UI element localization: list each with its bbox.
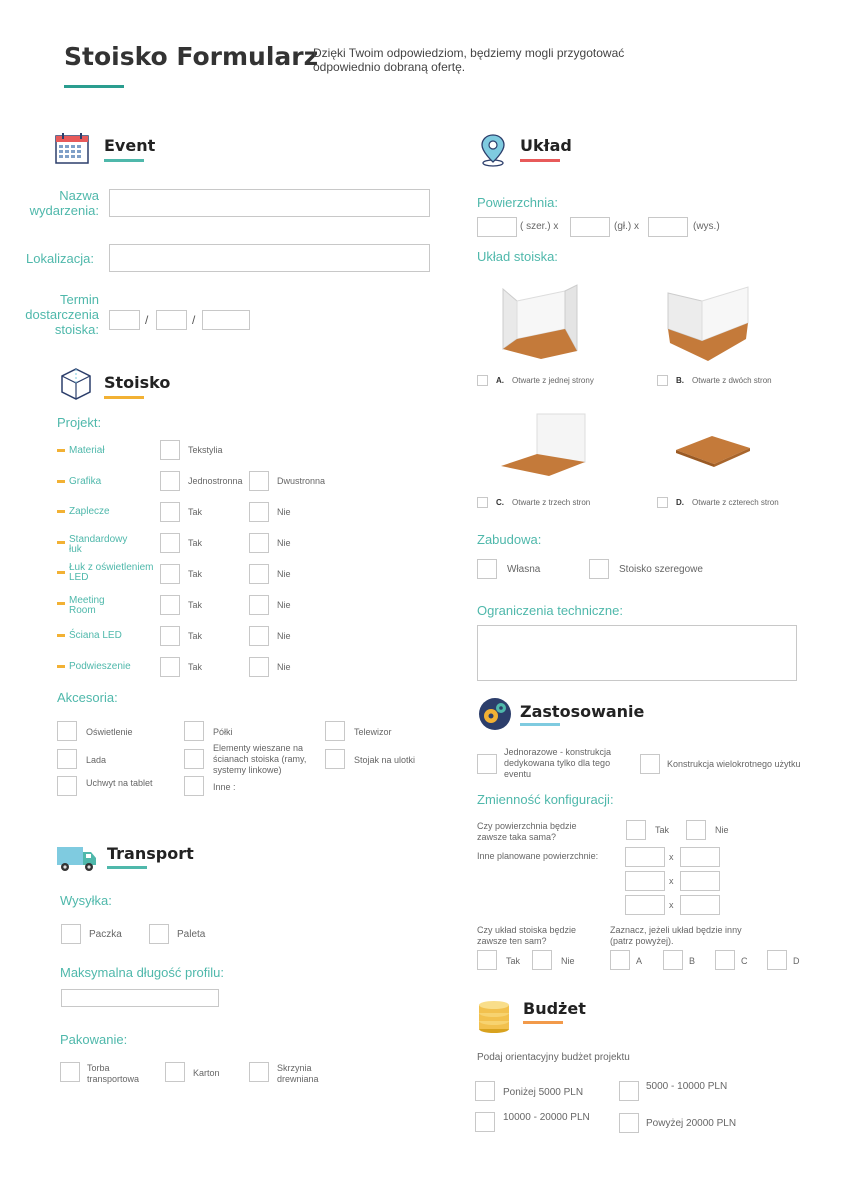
times-sign: x (669, 900, 674, 910)
checkbox[interactable] (619, 1081, 639, 1101)
option-label: Konstrukcja wielokrotnego użytku (667, 759, 801, 769)
checkbox[interactable] (325, 721, 345, 741)
projekt-label: Projekt: (57, 415, 102, 430)
budzet-intro: Podaj orientacyjny budżet projektu (477, 1052, 630, 1063)
transport-underline (107, 866, 147, 869)
option-label: Tak (188, 631, 203, 641)
option-label: Własna (507, 564, 541, 575)
layout-option-label: Otwarte z czterech stron (692, 498, 779, 507)
cube-icon (60, 367, 92, 406)
option-label: D (793, 956, 800, 966)
option-label: Nie (561, 956, 575, 966)
option-label: Nie (277, 538, 291, 548)
option-label: Tak (188, 569, 203, 579)
question-label: Czy układ stoiska będzie zawsze ten sam? (477, 925, 577, 946)
checkbox[interactable] (61, 924, 81, 944)
booth-c-illustration (497, 410, 589, 485)
layout-option-letter: B. (676, 376, 684, 385)
location-label: Lokalizacja: (26, 251, 94, 266)
zabudowa-label: Zabudowa: (477, 532, 542, 547)
ograniczenia-field[interactable] (477, 625, 797, 681)
ograniczenia-label: Ograniczenia techniczne: (477, 603, 623, 618)
checkbox[interactable] (686, 820, 706, 840)
option-label: Powyżej 20000 PLN (646, 1118, 737, 1129)
option-label: Elementy wieszane na ścianach stoiska (ramy, systemy linkowe) (213, 743, 307, 775)
checkbox[interactable] (640, 754, 660, 774)
zastosowanie-section-title: Zastosowanie (520, 702, 645, 721)
option-label: 5000 - 10000 PLN (646, 1081, 728, 1092)
option-label: Stojak na ulotki (354, 755, 416, 765)
page-title: Stoisko Formularz (64, 42, 319, 71)
option-label: Paleta (177, 929, 206, 940)
option-label: Torba transportowa (87, 1063, 140, 1084)
wysylka-label: Wysyłka: (60, 893, 112, 908)
height-unit-label: (wys.) (693, 221, 720, 232)
option-label: 10000 - 20000 PLN (503, 1112, 590, 1123)
height-field[interactable] (648, 217, 688, 237)
checkbox[interactable] (60, 1062, 80, 1082)
projekt-item-label: Podwieszenie (69, 661, 131, 672)
location-field[interactable] (109, 244, 430, 272)
date-year-field[interactable] (202, 310, 250, 330)
area-field[interactable] (680, 871, 720, 891)
coins-icon (476, 998, 512, 1039)
checkbox[interactable] (160, 595, 180, 615)
booth-d-illustration (672, 432, 752, 477)
checkbox[interactable] (477, 950, 497, 970)
option-label: Tak (655, 825, 670, 835)
akcesoria-label: Akcesoria: (57, 690, 118, 705)
date-slash: / (192, 313, 196, 327)
option-label: Nie (277, 631, 291, 641)
checkbox[interactable] (249, 657, 269, 677)
checkbox[interactable] (149, 924, 169, 944)
area-field[interactable] (680, 895, 720, 915)
uklad-stoiska-label: Układ stoiska: (477, 249, 558, 264)
checkbox[interactable] (160, 502, 180, 522)
projekt-item-label: Zaplecze (69, 506, 110, 517)
question-label: Czy powierzchnia będzie zawsze taka sama? (477, 821, 577, 842)
option-label: Inne : (213, 782, 236, 792)
times-sign: x (669, 852, 674, 862)
page-subtitle: Dzięki Twoim odpowiedziom, będziemy mogli przygotować odpowiednio dobraną ofertę. (313, 46, 625, 74)
area-field[interactable] (680, 847, 720, 867)
bullet-mark (57, 665, 65, 668)
checkbox[interactable] (249, 502, 269, 522)
layout-option-letter: C. (496, 498, 504, 507)
checkbox[interactable] (160, 471, 180, 491)
checkbox[interactable] (477, 375, 488, 386)
option-label: A (636, 956, 643, 966)
checkbox[interactable] (184, 749, 204, 769)
option-label: Tak (188, 538, 203, 548)
bullet-mark (57, 510, 65, 513)
checkbox[interactable] (619, 1113, 639, 1133)
max-profile-field[interactable] (61, 989, 219, 1007)
checkbox[interactable] (475, 1112, 495, 1132)
uklad-section-title: Układ (520, 136, 572, 155)
projekt-item-label: Meeting Room (69, 595, 105, 616)
times-sign: x (669, 876, 674, 886)
checkbox[interactable] (160, 657, 180, 677)
checkbox[interactable] (249, 564, 269, 584)
option-label: Skrzynia drewniana (277, 1063, 319, 1084)
zmiennosc-label: Zmienność konfiguracji: (477, 792, 614, 807)
projekt-item-label: Materiał (69, 445, 105, 456)
checkbox[interactable] (184, 776, 204, 796)
bullet-mark (57, 602, 65, 605)
option-label: Tak (188, 507, 203, 517)
checkbox[interactable] (475, 1081, 495, 1101)
area-field[interactable] (625, 847, 665, 867)
bullet-mark (57, 571, 65, 574)
pakowanie-label: Pakowanie: (60, 1032, 128, 1047)
option-label: Uchwyt na tablet (86, 778, 153, 788)
bullet-mark (57, 634, 65, 637)
date-month-field[interactable] (156, 310, 187, 330)
layout-option-label: Otwarte z jednej strony (512, 376, 594, 385)
truck-icon (56, 843, 98, 878)
depth-field[interactable] (570, 217, 610, 237)
powierzchnia-label: Powierzchnia: (477, 195, 558, 210)
bullet-mark (57, 480, 65, 483)
gears-icon (478, 697, 512, 736)
checkbox[interactable] (57, 776, 77, 796)
checkbox[interactable] (160, 533, 180, 553)
width-unit-label: ( szer.) x (520, 221, 559, 232)
width-field[interactable] (477, 217, 517, 237)
event-underline (104, 159, 144, 162)
event-name-label: Nazwa wydarzenia: (29, 188, 99, 218)
option-label: Paczka (89, 929, 122, 940)
bullet-mark (57, 449, 65, 452)
checkbox[interactable] (325, 749, 345, 769)
option-label: Nie (277, 507, 291, 517)
projekt-item-label: Łuk z oświetleniem LED (69, 562, 154, 583)
checkbox[interactable] (249, 626, 269, 646)
uklad-underline (520, 159, 560, 162)
checkbox[interactable] (160, 440, 180, 460)
depth-unit-label: (gł.) x (614, 221, 639, 232)
option-label: Jednostronna (188, 476, 243, 486)
zastosowanie-underline (520, 723, 560, 726)
max-profile-label: Maksymalna długość profilu: (60, 965, 225, 980)
option-label: Poniżej 5000 PLN (503, 1087, 584, 1098)
option-label: Lada (86, 755, 107, 765)
checkbox[interactable] (477, 754, 497, 774)
checkbox[interactable] (589, 559, 609, 579)
event-section-title: Event (104, 136, 156, 155)
checkbox[interactable] (160, 564, 180, 584)
option-label: Tak (188, 600, 203, 610)
option-label: Tekstylia (188, 445, 223, 455)
layout-option-letter: D. (676, 498, 684, 507)
checkbox[interactable] (657, 375, 668, 386)
option-label: Karton (193, 1068, 220, 1078)
checkbox[interactable] (610, 950, 630, 970)
stoisko-underline (104, 396, 144, 399)
checkbox[interactable] (657, 497, 668, 508)
checkbox[interactable] (249, 1062, 269, 1082)
option-label: Oświetlenie (86, 727, 133, 737)
option-label: Tak (506, 956, 521, 966)
option-label: Jednorazowe - konstrukcja dedykowana tylko dla tego eventu (504, 747, 612, 779)
checkbox[interactable] (767, 950, 787, 970)
checkbox[interactable] (249, 471, 269, 491)
area-field[interactable] (625, 871, 665, 891)
checkbox[interactable] (57, 721, 77, 741)
layout-option-label: Otwarte z dwóch stron (692, 376, 772, 385)
option-label: Telewizor (354, 727, 392, 737)
inne-powierzchnie-label: Inne planowane powierzchnie: (477, 851, 599, 861)
option-label: Stoisko szeregowe (619, 564, 703, 575)
option-label: Nie (715, 825, 729, 835)
option-label: Półki (213, 727, 233, 737)
option-label: Tak (188, 662, 203, 672)
option-label: Dwustronna (277, 476, 326, 486)
option-label: C (741, 956, 748, 966)
checkbox[interactable] (715, 950, 735, 970)
option-label: B (689, 956, 696, 966)
checkbox[interactable] (477, 497, 488, 508)
option-label: Nie (277, 569, 291, 579)
booth-b-illustration (662, 283, 754, 368)
option-label: Nie (277, 662, 291, 672)
option-label: Nie (277, 600, 291, 610)
event-name-field[interactable] (109, 189, 430, 217)
title-underline (64, 85, 124, 88)
projekt-item-label: Grafika (69, 476, 102, 487)
location-pin-icon (479, 133, 507, 172)
area-field[interactable] (625, 895, 665, 915)
checkbox[interactable] (57, 749, 77, 769)
projekt-item-label: Standardowy łuk (69, 534, 128, 555)
layout-option-letter: A. (496, 376, 504, 385)
checkbox[interactable] (532, 950, 552, 970)
delivery-date-label: Termin dostarczenia stoiska: (25, 292, 99, 337)
layout-option-label: Otwarte z trzech stron (512, 498, 591, 507)
stoisko-section-title: Stoisko (104, 373, 171, 392)
checkbox[interactable] (160, 626, 180, 646)
checkbox[interactable] (663, 950, 683, 970)
date-slash: / (145, 313, 149, 327)
checkbox[interactable] (249, 595, 269, 615)
transport-section-title: Transport (107, 844, 194, 863)
bullet-mark (57, 541, 65, 544)
booth-a-illustration (497, 283, 583, 368)
checkbox[interactable] (249, 533, 269, 553)
checkbox[interactable] (184, 721, 204, 741)
date-day-field[interactable] (109, 310, 140, 330)
checkbox[interactable] (165, 1062, 185, 1082)
budzet-section-title: Budżet (523, 999, 586, 1018)
projekt-item-label: Ściana LED (69, 630, 122, 641)
checkbox[interactable] (626, 820, 646, 840)
budzet-underline (523, 1021, 563, 1024)
checkbox[interactable] (477, 559, 497, 579)
question-label: Zaznacz, jeżeli układ będzie inny (patrz powyżej). (610, 925, 742, 946)
calendar-icon (55, 132, 89, 169)
